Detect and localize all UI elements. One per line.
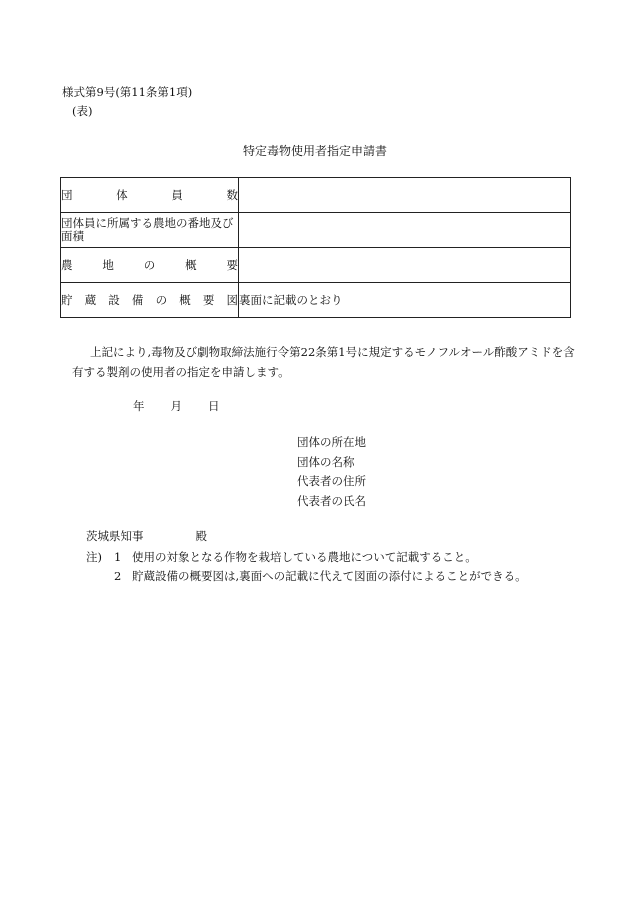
label-char: 図 [226,292,238,307]
rep-address-label: 代表者の住所 [297,474,366,488]
governor-label: 茨城県知事 [86,529,144,543]
note-item [86,548,527,567]
label-char: 概 [185,257,197,272]
label-member-count [61,178,239,213]
table-row [61,213,571,248]
label-char: 蔵 [84,292,97,307]
notes-heading: 注) [86,550,102,564]
note-number: 1 [114,550,122,564]
application-table [60,177,571,318]
label-char: 要 [202,292,215,307]
label-char: 体 [116,187,128,202]
label-char: 貯 [61,292,73,307]
label-char: 団 [61,187,73,202]
label-char: 数 [226,187,238,202]
label-char: 地 [102,257,114,272]
label-char: の [155,292,168,307]
label-farmland-lot-area: 団体員に所属する農地の番地及び面積 [61,213,239,248]
label-char: 員 [171,187,183,202]
label-char: 備 [131,292,144,307]
date-year: 年 [133,399,145,413]
addressee [86,528,207,544]
applicant-block [297,433,366,511]
table-row [61,248,571,283]
label-farmland-overview [61,248,239,283]
note-number: 2 [114,569,122,583]
label-char: の [143,257,156,272]
honorific: 殿 [195,529,207,543]
member-count-field[interactable] [239,178,571,213]
label-char: 農 [61,257,73,272]
date-month: 月 [170,399,182,413]
table-row [61,283,571,318]
date-line [133,398,246,414]
application-statement: 上記により,毒物及び劇物取締法施行令第22条第1号に規定するモノフルオール酢酸アミドを含有する製剤の使用者の指定を申請します。 [72,345,575,379]
notes [86,548,527,586]
org-address-label: 団体の所在地 [297,435,366,449]
date-day: 日 [208,399,220,413]
note-text: 貯蔵設備の概要図は,裏面への記載に代えて図面の添付によることができる。 [132,569,527,583]
label-char: 要 [226,257,238,272]
org-name-label: 団体の名称 [297,454,355,469]
table-row [61,178,571,213]
note-text: 使用の対象となる作物を栽培している農地について記載すること。 [132,550,477,564]
form-number: 様式第9号(第11条第1項) [62,85,193,99]
note-item [86,567,527,586]
side-indicator: (表) [72,104,93,118]
label-storage-diagram [61,283,239,318]
storage-diagram-field[interactable]: 裏面に記載のとおり [239,283,571,318]
rep-name-label: 代表者の氏名 [297,493,366,508]
farmland-overview-field[interactable] [239,248,571,283]
label-char: 設 [108,292,120,307]
farmland-lot-area-field[interactable] [239,213,571,248]
label-char: 概 [179,292,191,307]
page-title: 特定毒物使用者指定申請書 [242,144,387,158]
